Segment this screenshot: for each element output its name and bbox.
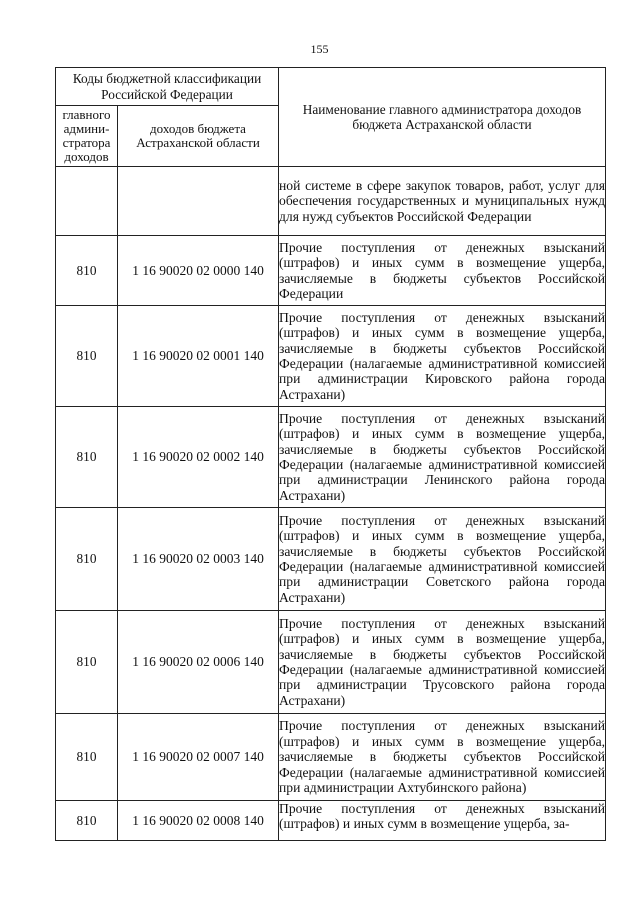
revenue-code-cell: 1 16 90020 02 0003 140: [118, 508, 279, 611]
revenue-name-cell: Прочие поступления от денежных взысканий (штрафов) и иных сумм в возмещение ущерба, зачисляемые в бюджеты субъектов Российской Федерации: [279, 236, 606, 306]
admin-code-cell: [56, 167, 118, 236]
table-row: [56, 611, 606, 714]
page-number: 155: [310, 42, 329, 56]
admin-code-cell: 810: [56, 801, 118, 841]
admin-code-cell: 810: [56, 508, 118, 611]
admin-code-cell: 810: [56, 236, 118, 306]
table-header: [56, 68, 606, 167]
revenue-name-cell: Прочие поступления от денежных взысканий (штрафов) и иных сумм в возмещение ущерба, зачисляемые в бюджеты субъектов Российской Федерации (налагаемые административной комиссией при администрации Ленинского района города Астрахани): [279, 407, 606, 508]
table-row: [56, 508, 606, 611]
admin-code-cell: 810: [56, 407, 118, 508]
revenue-name-cell: Прочие поступления от денежных взысканий (штрафов) и иных сумм в возмещение ущерба, за-: [279, 801, 606, 841]
revenue-code-cell: 1 16 90020 02 0002 140: [118, 407, 279, 508]
table-row: [56, 714, 606, 801]
header-col-name: Наименование главного администратора доходов бюджета Астраханской области: [279, 68, 606, 167]
revenue-code-cell: 1 16 90020 02 0008 140: [118, 801, 279, 841]
admin-code-cell: 810: [56, 306, 118, 407]
table-row: [56, 801, 606, 841]
table-row: [56, 236, 606, 306]
table-row: [56, 167, 606, 236]
admin-code-cell: 810: [56, 714, 118, 801]
admin-code-cell: 810: [56, 611, 118, 714]
header-col-admin: главного админи- стратора доходов: [56, 106, 118, 167]
revenue-name-cell: Прочие поступления от денежных взысканий (штрафов) и иных сумм в возмещение ущерба, зачисляемые в бюджеты субъектов Российской Федерации (налагаемые административной комиссией при администрации Советского района города Астрахани): [279, 508, 606, 611]
revenue-code-cell: 1 16 90020 02 0006 140: [118, 611, 279, 714]
header-col-code: доходов бюджета Астраханской области: [118, 106, 279, 167]
table-row: [56, 407, 606, 508]
revenue-code-cell: 1 16 90020 02 0007 140: [118, 714, 279, 801]
revenue-code-cell: [118, 167, 279, 236]
revenue-name-cell: Прочие поступления от денежных взысканий (штрафов) и иных сумм в возмещение ущерба, зачисляемые в бюджеты субъектов Российской Федерации (налагаемые административной комиссией при администрации Кировского района города Астрахани): [279, 306, 606, 407]
revenue-name-cell: ной системе в сфере закупок товаров, работ, услуг для обеспечения государственных и муниципальных нужд для нужд субъектов Российской Федерации: [279, 167, 606, 236]
table-row: [56, 306, 606, 407]
table-body: [56, 167, 606, 841]
revenue-code-cell: 1 16 90020 02 0000 140: [118, 236, 279, 306]
budget-codes-table: [55, 67, 606, 841]
header-group-title: Коды бюджетной классификации Российской Федерации: [56, 68, 279, 106]
revenue-name-cell: Прочие поступления от денежных взысканий (штрафов) и иных сумм в возмещение ущерба, зачисляемые в бюджеты субъектов Российской Федерации (налагаемые административной комиссией при администрации Ахтубинского района): [279, 714, 606, 801]
revenue-code-cell: 1 16 90020 02 0001 140: [118, 306, 279, 407]
revenue-name-cell: Прочие поступления от денежных взысканий (штрафов) и иных сумм в возмещение ущерба, зачисляемые в бюджеты субъектов Российской Федерации (налагаемые административной комиссией при администрации Трусовского района города Астрахани): [279, 611, 606, 714]
